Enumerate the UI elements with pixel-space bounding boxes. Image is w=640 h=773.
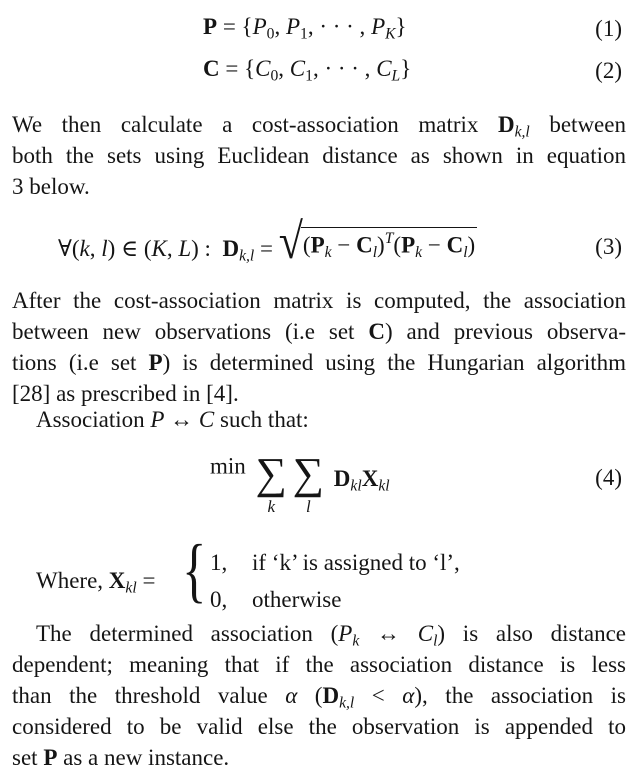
paragraph-1-line-2: both the sets using Euclidean distance as shown in equation [12,143,626,168]
case-1-value: 1, [210,550,228,575]
paragraph-2-line-4: [28] as prescribed in [4]. [12,381,239,406]
case-2-text: otherwise [252,587,342,612]
case-2-value: 0, [210,587,228,612]
equation-1: $P = \{P_0$, $P_1$, · · · , $P_K$} [203,14,407,43]
equation-3-number: (3) [595,234,622,259]
equation-2: $C = \{C_0$, $C_1$, · · · , $C_L$} [203,56,412,85]
left-brace: { [182,530,207,610]
paragraph-1 [12,109,626,202]
paragraph-3-line-2: dependent; meaning that if the association distance is less [12,652,626,677]
paragraph-3-line-1: The determined association ($P_k$ ↔ $C_l$) is also distance [36,621,627,650]
equation-3: ∀(k, l) ∈ (K, L) : $D_{k,l}$ = √ $(P_k - C_l)^T(P_k - C_l)$ [58,213,476,270]
paragraph-2-line-1: After the cost-association matrix is computed, the association [12,288,626,313]
equation-4: min ∑ k ∑ l $D_{kl}X_{kl}$ [210,449,390,516]
where-label: Where, $X_{kl}$ = [36,568,156,597]
paragraph-3-line-5: set P as a new instance. [12,745,230,770]
paragraph-3 [12,618,626,773]
equation-1-number: (1) [595,16,622,41]
paragraph-1-line-1: We then calculate a cost-association matrix $D_{k,l}$ between [12,112,626,141]
paragraph-3-line-3: than the threshold value α $(D_{k,l} < \alpha)$, the association is [12,683,626,712]
paragraph-1-line-3: 3 below. [12,174,90,199]
paragraph-2 [12,285,626,409]
equation-4-number: (4) [595,465,622,490]
association-line: Association P ↔ C such that: [36,407,309,432]
paragraph-3-line-4: considered to be valid else the observation is appended to [12,714,626,739]
paragraph-2-line-3: tions (i.e set P) is determined using the Hungarian algorithm [12,350,626,375]
paragraph-2-line-2: between new observations (i.e set C) and previous observa- [12,319,627,344]
equation-2-number: (2) [595,58,622,83]
case-1-text: if ‘k’ is assigned to ‘l’, [252,550,460,575]
